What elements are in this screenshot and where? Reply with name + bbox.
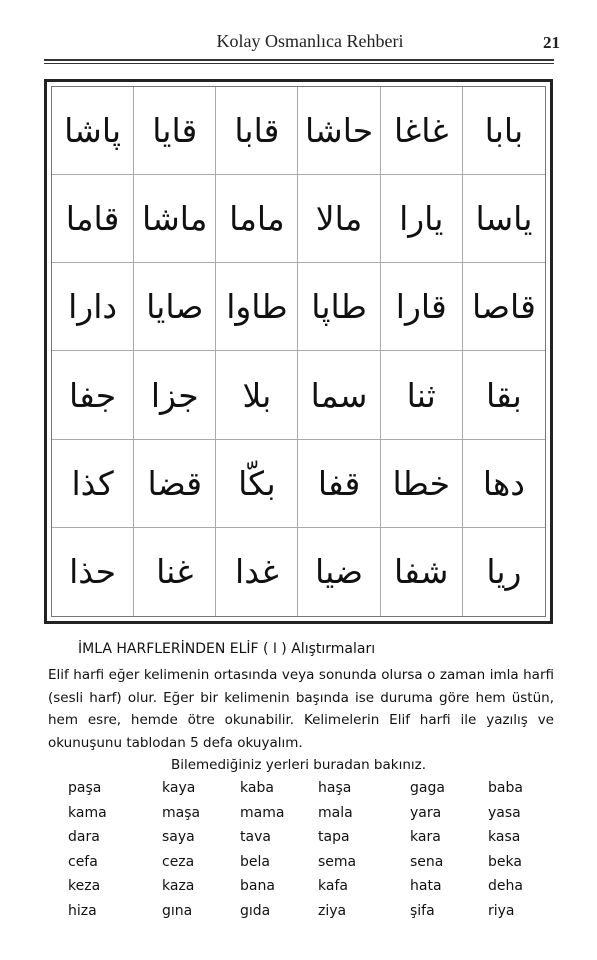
arabic-word-cell: بكّا <box>216 440 298 528</box>
transliteration-word: saya <box>162 829 195 845</box>
transliteration-word: riya <box>488 902 515 919</box>
transliteration-word: bana <box>240 878 275 894</box>
transliteration-word: yara <box>410 804 442 821</box>
arabic-word-cell: سما <box>298 351 380 439</box>
transliteration-word: kaba <box>240 780 274 796</box>
transliteration-word: mama <box>240 804 285 821</box>
arabic-word-cell: بابا <box>463 87 545 175</box>
arabic-word-cell: خطا <box>381 440 463 528</box>
arabic-word-cell: قاما <box>52 175 134 263</box>
transliteration-word: şifa <box>410 902 435 919</box>
arabic-word-cell: ماما <box>216 175 298 263</box>
arabic-word-grid <box>51 86 546 617</box>
transliteration-word: keza <box>68 878 101 894</box>
transliteration-word: bela <box>240 853 270 870</box>
arabic-word-cell: قاصا <box>463 263 545 351</box>
arabic-word-cell: شفا <box>381 528 463 616</box>
arabic-word-cell: بلا <box>216 351 298 439</box>
transliteration-word: gaga <box>410 780 445 796</box>
arabic-word-cell: قفا <box>298 440 380 528</box>
arabic-word-cell: طاوا <box>216 263 298 351</box>
header-rule <box>44 59 554 61</box>
transliteration-word: deha <box>488 878 523 894</box>
transliteration-word: paşa <box>68 780 102 796</box>
transliteration-word: ziya <box>318 902 347 919</box>
arabic-word-cell: مالا <box>298 175 380 263</box>
arabic-word-cell: صايا <box>134 263 216 351</box>
arabic-word-cell: ضيا <box>298 528 380 616</box>
transliteration-word: mala <box>318 804 353 821</box>
arabic-word-cell: ثنا <box>381 351 463 439</box>
arabic-word-cell: قابا <box>216 87 298 175</box>
arabic-word-cell: حاشا <box>298 87 380 175</box>
arabic-word-cell: يارا <box>381 175 463 263</box>
arabic-word-cell: ماشا <box>134 175 216 263</box>
transliteration-word: maşa <box>162 804 201 821</box>
transliteration-word: kara <box>410 829 441 845</box>
transliteration-row <box>0 854 597 879</box>
arabic-word-cell: كذا <box>52 440 134 528</box>
arabic-word-cell: جزا <box>134 351 216 439</box>
arabic-word-cell: بقا <box>463 351 545 439</box>
arabic-word-cell: پاشا <box>52 87 134 175</box>
transliteration-row <box>0 903 597 928</box>
instruction-paragraph: Elif harfi eğer kelimenin ortasında veya sonunda olursa o zaman imla harfi (sesli harf) olur. Eğer bir kelimenin başında ise duruma göre hem üstün, hem esre, hemde ötre okunabilir. Kelimelerin Elif harfi ile yazılış ve okunuşunu tablodan 5 defa okuyalım. <box>48 667 554 751</box>
arabic-word-cell: قايا <box>134 87 216 175</box>
transliteration-word: beka <box>488 853 522 870</box>
section-heading: İMLA HARFLERİNDEN ELİF ( ا ) Alıştırmaları <box>78 641 376 657</box>
transliteration-row <box>0 805 597 830</box>
transliteration-word: yasa <box>488 804 521 821</box>
arabic-word-cell: غنا <box>134 528 216 616</box>
transliteration-word: sena <box>410 853 444 870</box>
transliteration-word: sema <box>318 853 357 870</box>
arabic-word-cell: ياسا <box>463 175 545 263</box>
arabic-word-cell: دها <box>463 440 545 528</box>
transliteration-word: ceza <box>162 853 195 870</box>
transliteration-word: gına <box>162 902 193 919</box>
transliteration-word: kaya <box>162 780 196 796</box>
transliteration-word: haşa <box>318 780 352 796</box>
transliteration-word: kaza <box>162 878 195 894</box>
transliteration-word: hiza <box>68 902 97 919</box>
arabic-word-cell: حذا <box>52 528 134 616</box>
transliteration-table <box>0 780 597 927</box>
header-rule-thin <box>44 63 554 64</box>
transliteration-word: tapa <box>318 829 350 845</box>
hint-text: Bilemediğiniz yerleri buradan bakınız. <box>170 757 427 773</box>
transliteration-word: dara <box>68 829 100 845</box>
arabic-word-cell: قارا <box>381 263 463 351</box>
arabic-word-table <box>44 79 553 624</box>
transliteration-word: baba <box>488 780 523 796</box>
transliteration-word: kama <box>68 804 107 821</box>
arabic-word-cell: غدا <box>216 528 298 616</box>
transliteration-word: gıda <box>240 902 271 919</box>
transliteration-row <box>0 829 597 854</box>
page-number: 21 <box>543 33 560 52</box>
transliteration-word: kafa <box>318 878 348 894</box>
transliteration-word: cefa <box>68 853 98 870</box>
transliteration-row <box>0 780 597 805</box>
transliteration-word: hata <box>410 878 442 894</box>
transliteration-row <box>0 878 597 903</box>
transliteration-word: tava <box>240 829 271 845</box>
transliteration-word: kasa <box>488 829 521 845</box>
arabic-word-cell: جفا <box>52 351 134 439</box>
arabic-word-cell: غاغا <box>381 87 463 175</box>
arabic-word-cell: ريا <box>486 552 522 592</box>
arabic-word-cell: قضا <box>134 440 216 528</box>
running-header-title: Kolay Osmanlıca Rehberi <box>216 31 404 51</box>
arabic-word-cell: طاپا <box>298 263 380 351</box>
arabic-word-cell: دارا <box>52 263 134 351</box>
